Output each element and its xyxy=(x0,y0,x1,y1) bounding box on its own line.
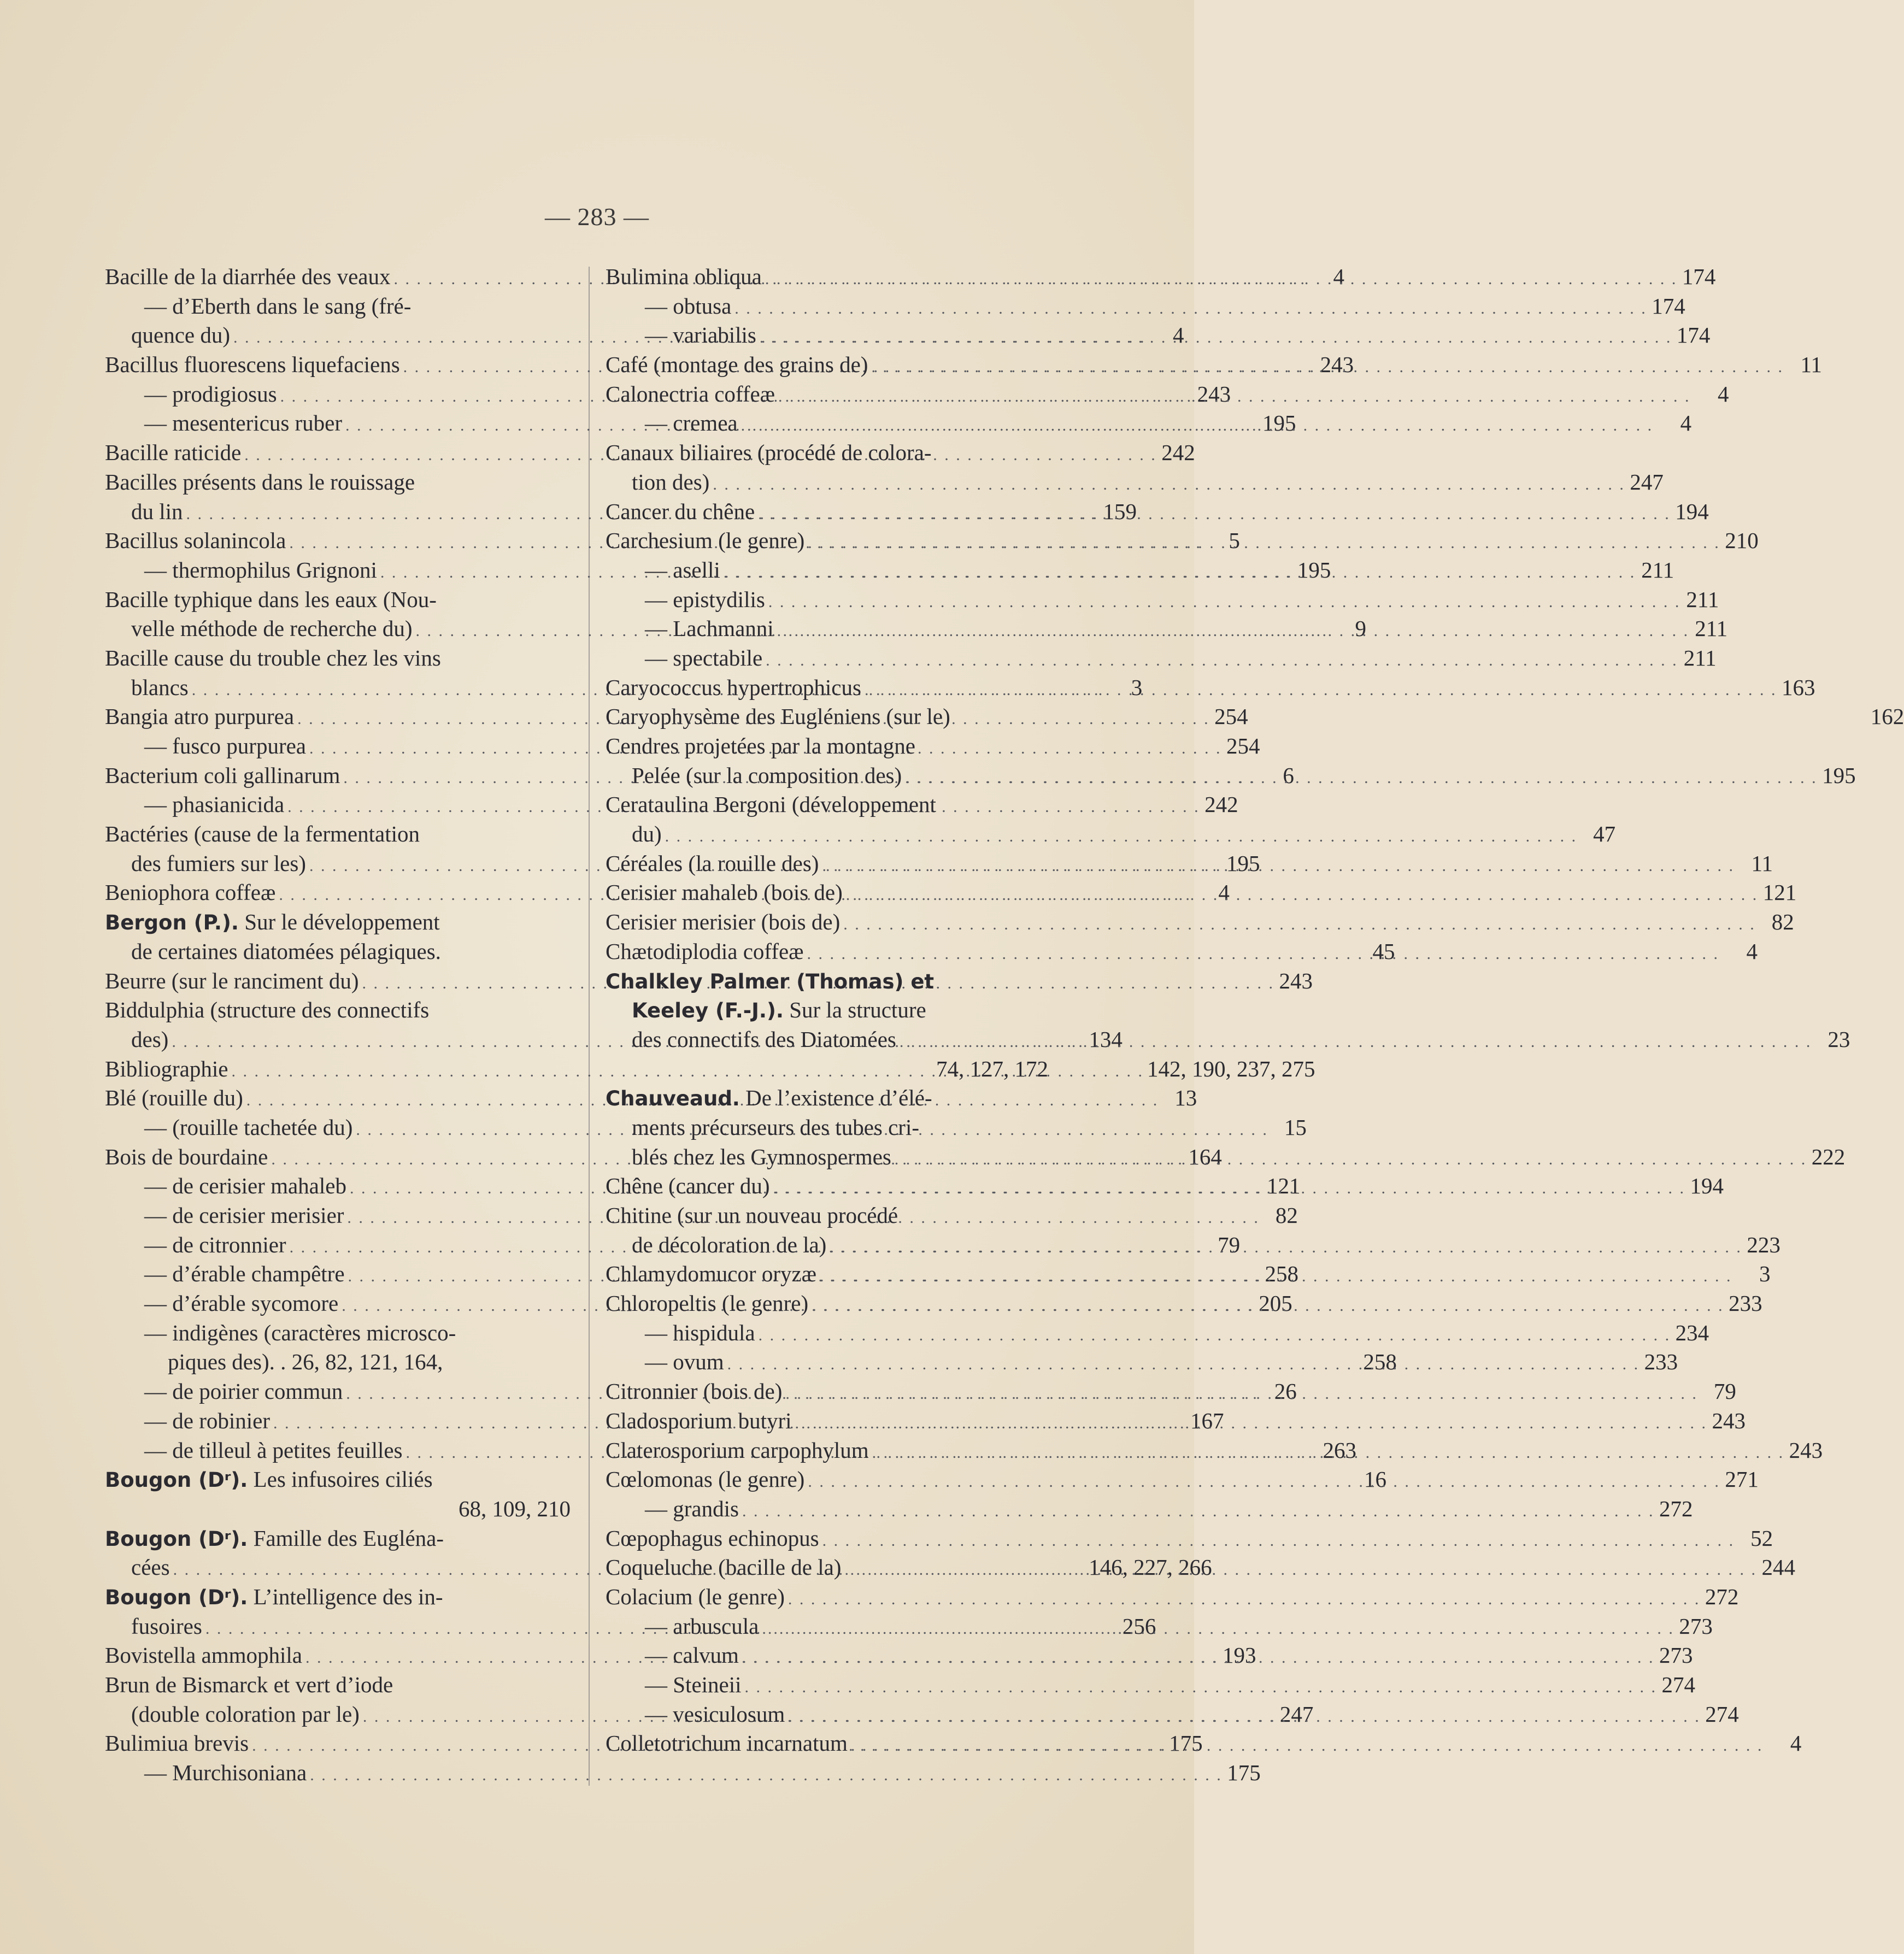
page-ref: 273 xyxy=(1659,1643,1693,1668)
index-subentry: — ovum . . . 233 xyxy=(606,1347,1048,1377)
index-entry: Canaux biliaires (procédé de colora- xyxy=(606,440,932,466)
page-ref: 13 xyxy=(1174,1085,1197,1111)
leader-dots xyxy=(822,851,1735,881)
leader-dots xyxy=(843,910,1756,939)
index-subentry: — prodigiosus . . . 243 xyxy=(105,380,571,409)
index-entry: Bacterium coli gallinarum . . . 6 xyxy=(105,761,571,791)
leader-dots xyxy=(788,1702,1701,1732)
leader-dots xyxy=(741,411,1654,440)
page-ref: 222 xyxy=(1811,1144,1846,1169)
leader-dots xyxy=(665,822,1578,851)
leader-dots xyxy=(807,939,1720,969)
index-subentry: — de robinier . . . 167 xyxy=(105,1406,571,1436)
author-name: Bougon (Dʳ). xyxy=(105,1527,248,1551)
index-entry: Claterosporium carpophylum . . . 243 xyxy=(606,1436,1048,1466)
page-ref: 3 xyxy=(1131,674,1143,700)
leader-dots xyxy=(785,1379,1698,1409)
leader-dots xyxy=(778,382,1691,411)
page-ref: 146, 227, 266 xyxy=(1089,1555,1212,1580)
page-ref: 15 xyxy=(1284,1114,1307,1140)
page-ref: 272 xyxy=(1705,1584,1739,1609)
index-entry: Céréales (la rouille des) . . . 11 xyxy=(606,849,1048,879)
page-ref: 45 xyxy=(1372,938,1395,964)
index-entry: Bacille typhique dans les eaux (Nou- xyxy=(105,586,437,612)
index-entry: Cerisier mahaleb (bois de) . . . 121 xyxy=(606,878,1048,908)
page-ref: 195 xyxy=(1822,762,1856,788)
index-subentry: — indigènes (caractères microsco- xyxy=(144,1320,456,1345)
page-ref: 242 xyxy=(1161,440,1195,466)
index-entry-continuation: ments précurseurs des tubes cri- xyxy=(632,1114,919,1140)
page-ref: 233 xyxy=(1644,1349,1678,1375)
page-ref: 274 xyxy=(1661,1672,1696,1697)
page-ref: 211 xyxy=(1683,645,1717,670)
index-entry-author: Bergon (P.). Sur le développement xyxy=(105,909,440,935)
index-subentry: — de poirier commun . . . 26 xyxy=(105,1377,571,1406)
page-ref: 162 xyxy=(1870,704,1904,729)
page-ref: 256 xyxy=(1122,1613,1156,1639)
page-ref: 167 xyxy=(1190,1408,1224,1433)
index-entry-continuation: Pelée (sur la composition des) . . . 195 xyxy=(606,761,1048,791)
index-entry-continuation: (double coloration par le) . . . 247 xyxy=(105,1700,571,1729)
page-ref: 211 xyxy=(1641,557,1674,582)
index-entry: Bibliographie . . . 142, 190, 237, 275 xyxy=(105,1055,571,1084)
index-entry: Cladosporium butyri . . . 243 xyxy=(606,1406,1048,1436)
leader-dots xyxy=(808,528,1720,558)
index-entry-continuation: des connectifs des Diatomées . . . 23 xyxy=(606,1025,1048,1055)
page-ref: 9 xyxy=(1355,616,1367,641)
leader-dots xyxy=(742,1643,1655,1673)
index-entry-continuation: blés chez les Gymnospermes . . . 222 xyxy=(606,1143,1048,1172)
index-entry-continuation: blancs . . . 3 xyxy=(105,673,571,703)
index-entry-continuation: quence du) . . . 4 xyxy=(105,321,571,350)
page-ref: 211 xyxy=(1695,616,1728,641)
index-entry: Colacium (le genre) . . . 272 xyxy=(606,1582,1048,1612)
page-ref: 164 xyxy=(1188,1144,1222,1169)
page-ref: 194 xyxy=(1690,1173,1724,1199)
index-entry: Bulimiua brevis . . . 175 xyxy=(105,1729,571,1758)
index-subentry: — de citronnier . . . 79 xyxy=(105,1231,571,1260)
page-ref: 247 xyxy=(1279,1701,1314,1727)
index-entry: Bacilles présents dans le rouissage xyxy=(105,469,415,495)
index-subentry: — arbuscula . . . 273 xyxy=(606,1612,1048,1641)
index-subentry: — cremea . . . 4 xyxy=(606,409,1048,438)
page-ref: 47 xyxy=(1593,821,1616,847)
page-ref: 271 xyxy=(1725,1467,1759,1492)
page-ref: 16 xyxy=(1364,1467,1387,1492)
leader-dots xyxy=(734,294,1647,323)
leader-dots xyxy=(773,1174,1686,1203)
page-ref: 254 xyxy=(1226,733,1260,758)
leader-dots xyxy=(759,1321,1671,1350)
index-entry: Café (montage des grains de) . . . 11 xyxy=(606,350,1048,380)
page-ref: 11 xyxy=(1751,850,1773,876)
page-ref: 243 xyxy=(1712,1408,1746,1433)
index-entry: Cerataulina Bergoni (développement xyxy=(606,792,936,817)
page-ref: 5 xyxy=(1229,528,1240,554)
index-entry-author: Bougon (Dʳ). L’intelligence des in- xyxy=(105,1584,443,1609)
page-ref: 175 xyxy=(1169,1731,1203,1756)
index-subentry: — epistydilis . . . 211 xyxy=(606,585,1048,615)
author-name: Keeley (F.-J.). xyxy=(632,999,784,1023)
leader-dots xyxy=(851,1731,1764,1761)
index-entry: Beurre (sur le ranciment du) . . . 243 xyxy=(105,967,571,996)
index-entry: Blé (rouille du) . . . 13 xyxy=(105,1084,571,1113)
index-entry: Bacille de la diarrhée des veaux . . . 4 xyxy=(105,262,571,292)
page-ref: 205 xyxy=(1259,1291,1292,1316)
index-subentry: — fusco purpurea . . . 254 xyxy=(105,732,571,761)
index-entry: Bovistella ammophila . . . 193 xyxy=(105,1641,571,1670)
author-name: Chalkley Palmer (Thomas) et xyxy=(606,969,935,993)
page-ref: 195 xyxy=(1262,410,1296,436)
index-entry: Bacille raticide . . . 242 xyxy=(105,438,571,468)
index-entry: — d’Eberth dans le sang (fré- xyxy=(144,293,412,319)
leader-dots xyxy=(788,1585,1701,1614)
index-entry: Coqueluche (bacille de la) . . . 244 xyxy=(606,1553,1048,1582)
page-ref: 174 xyxy=(1676,322,1711,348)
index-entry-continuation: piques des). . 26, 82, 121, 164, 258 xyxy=(105,1347,571,1377)
index-entry: Cendres projetées par la montagne xyxy=(606,733,915,758)
leader-dots xyxy=(865,675,1777,705)
index-entry: Bulimina obliqua . . . 174 xyxy=(606,262,1048,292)
page-ref: 274 xyxy=(1705,1701,1739,1727)
leader-dots xyxy=(820,1262,1732,1291)
index-entry: Caryophysème des Eugléniens (sur le) 162 xyxy=(606,702,1048,732)
page-ref: 247 xyxy=(1630,469,1664,495)
index-entry: Bois de bourdaine . . . 164 xyxy=(105,1143,571,1172)
index-entry: Chlamydomucor oryzæ . . . 3 xyxy=(606,1259,1048,1289)
index-subentry: — d’érable champêtre . . . 258 xyxy=(105,1259,571,1289)
index-entry-author xyxy=(606,967,1048,996)
index-entry: Cancer du chêne . . . 194 xyxy=(606,497,1048,527)
index-entry-continuation: cées . . . 146, 227, 266 xyxy=(105,1553,571,1582)
page-ref: 243 xyxy=(1320,352,1354,378)
index-subentry: — de cerisier mahaleb . . . 121 xyxy=(105,1172,571,1201)
page-ref: 243 xyxy=(1789,1437,1823,1463)
leader-dots xyxy=(745,1673,1658,1702)
page-refs-continuation: 68, 109, 210 xyxy=(459,1496,571,1521)
page-ref: 4 xyxy=(1333,264,1344,289)
index-entry-continuation: de certaines diatomées pélagiques. 45 xyxy=(105,937,571,967)
author-name: Bergon (P.). xyxy=(105,911,239,935)
page-ref: 244 xyxy=(1761,1555,1795,1580)
page-ref: 82 xyxy=(1771,909,1794,935)
page-ref: 82 xyxy=(1275,1203,1298,1228)
index-entry: Cœlomonas (le genre) . . . 271 xyxy=(606,1465,1048,1494)
index-entry: Calonectria coffeæ . . . 4 xyxy=(606,380,1048,409)
page-ref: 52 xyxy=(1750,1525,1773,1551)
index-subentry: — spectabile . . . 211 xyxy=(606,644,1048,673)
leader-dots xyxy=(713,470,1625,499)
page-ref: 121 xyxy=(1762,880,1797,905)
index-entry: Bangia atro purpurea . . . 254 xyxy=(105,702,571,732)
index-entry-continuation: des fumiers sur les) . . . 195 xyxy=(105,849,571,879)
index-subentry: — obtusa . . . 174 xyxy=(606,292,1048,321)
page-ref: 174 xyxy=(1682,264,1716,289)
page-ref: 258 xyxy=(1363,1349,1397,1375)
index-entry: Cœpophagus echinopus . . . 52 xyxy=(606,1524,1048,1553)
leader-dots xyxy=(795,1409,1708,1438)
leader-dots xyxy=(762,1614,1674,1644)
leader-dots xyxy=(895,1145,1807,1174)
leader-dots xyxy=(760,323,1672,352)
leader-dots xyxy=(812,1291,1724,1321)
index-subentry: — de tilleul à petites feuilles . . . 263 xyxy=(105,1436,571,1466)
index-subentry: — mesentericus ruber . . . 195 xyxy=(105,409,571,438)
page-ref: 193 xyxy=(1222,1643,1256,1668)
leader-dots xyxy=(872,1438,1785,1468)
index-entry-continuation: fusoires . . . 256 xyxy=(105,1612,571,1641)
page-ref: 258 xyxy=(1265,1261,1299,1287)
index-entry-continuation: du lin . . . 159 xyxy=(105,497,571,527)
leader-dots xyxy=(724,558,1636,587)
leader-dots xyxy=(822,1526,1735,1556)
page-ref: 243 xyxy=(1279,968,1313,993)
page-ref: 233 xyxy=(1729,1291,1762,1316)
index-entry: Carchesium (le genre) . . . 210 xyxy=(606,526,1048,556)
leader-dots xyxy=(742,1497,1655,1526)
page-refs-continuation: 74, 127, 172 xyxy=(936,1056,1048,1081)
leader-dots xyxy=(766,646,1678,675)
index-entry: Bacille cause du trouble chez les vins xyxy=(105,645,441,670)
page-ref: 4 xyxy=(1173,322,1184,348)
index-entry-author: Bougon (Dʳ). Famille des Eugléna- xyxy=(105,1525,444,1551)
index-entry-author: Chauveaud. De l’existence d’élé- xyxy=(606,1085,932,1111)
page-ref: 174 xyxy=(1652,293,1685,319)
page-ref: 26 xyxy=(1274,1379,1297,1404)
page-ref: 263 xyxy=(1323,1437,1357,1463)
index-entry: Chêne (cancer du) . . . 194 xyxy=(606,1172,1048,1201)
page-ref: 195 xyxy=(1226,850,1260,876)
page-ref: 11 xyxy=(1800,352,1822,378)
page-ref: 254 xyxy=(1214,704,1248,729)
page-ref: 273 xyxy=(1679,1613,1713,1639)
index-entry: Bactéries (cause de la fermentation xyxy=(105,821,420,847)
page-ref: 142, 190, 237, 275 xyxy=(1147,1056,1315,1081)
page-number: — 283 — xyxy=(545,203,649,231)
index-entry: Brun de Bismarck et vert d’iode xyxy=(105,1672,393,1697)
index-entry-continuation: du) . . . 47 xyxy=(606,820,1048,849)
leader-dots xyxy=(844,1555,1757,1585)
page-ref: 6 xyxy=(1283,762,1294,788)
index-subentry: — vesiculosum . . . 274 xyxy=(606,1700,1048,1729)
page-ref: 79 xyxy=(1713,1379,1736,1404)
leader-dots xyxy=(765,264,1678,294)
leader-dots xyxy=(808,1467,1720,1497)
page-ref: 79 xyxy=(1218,1232,1241,1257)
index-subentry: — thermophilus Grignoni . . . 195 xyxy=(105,556,571,585)
page-ref: 4 xyxy=(1718,381,1729,407)
leader-dots xyxy=(905,763,1818,793)
leader-dots xyxy=(900,1027,1812,1057)
index-entry: Colletotrichum incarnatum . . . 4 xyxy=(606,1729,1048,1758)
page-ref: 23 xyxy=(1827,1026,1850,1052)
page-ref: 3 xyxy=(1759,1261,1771,1287)
index-entry: Bacillus solanincola . . . 5 xyxy=(105,526,571,556)
index-entry: Cerisier merisier (bois de) . . . 82 xyxy=(606,908,1048,937)
index-entry-author: Bougon (Dʳ). Les infusoires ciliés 16 xyxy=(105,1465,571,1494)
page-ref: 121 xyxy=(1266,1173,1301,1199)
author-name: Bougon (Dʳ). xyxy=(105,1468,248,1492)
page-ref: 4 xyxy=(1680,410,1692,436)
page-ref: 194 xyxy=(1675,498,1709,524)
index-subentry: — aselli . . . 211 xyxy=(606,556,1048,585)
page-ref: 4 xyxy=(1218,880,1230,905)
index-subentry: — calvum . . . 273 xyxy=(606,1641,1048,1670)
page-ref: 163 xyxy=(1781,674,1815,700)
author-name: Bougon (Dʳ). xyxy=(105,1585,248,1609)
page-ref: 134 xyxy=(1089,1026,1123,1052)
index-entry-continuation: de décoloration de la) . . . 223 xyxy=(606,1231,1048,1260)
leader-dots xyxy=(871,352,1784,382)
index-entry-continuation: velle méthode de recherche du) . . . 9 xyxy=(105,614,571,644)
page-ref: 223 xyxy=(1747,1232,1780,1257)
index-entry: Chitine (sur un nouveau procédé xyxy=(606,1203,898,1228)
index-entry: Biddulphia (structure des connectifs xyxy=(105,997,430,1023)
page-ref: 4 xyxy=(1790,1731,1802,1756)
page-ref: 159 xyxy=(1103,498,1137,524)
page-ref: 195 xyxy=(1297,557,1331,582)
index-subentry: — de cerisier merisier . . . 82 xyxy=(105,1201,571,1231)
index-entry: Citronnier (bois de) . . . 79 xyxy=(606,1377,1048,1406)
index-entry-continuation: tion des) . . . 247 xyxy=(606,468,1048,497)
leader-dots xyxy=(727,1350,1640,1379)
page-ref: 272 xyxy=(1659,1496,1693,1521)
index-subentry: — d’érable sycomore . . . 205 xyxy=(105,1289,571,1319)
page-ref: 242 xyxy=(1204,792,1238,817)
index-subentry: — variabilis . . . 174 xyxy=(606,321,1048,350)
index-entry-continuation: des) . . . 134 xyxy=(105,1025,571,1055)
leader-dots xyxy=(758,499,1671,529)
index-entry: Caryococcus hypertrophicus . . . 163 xyxy=(606,673,1048,703)
page-ref: 4 xyxy=(1746,938,1758,964)
leader-dots xyxy=(777,616,1690,646)
index-subentry: — phasianicida . . . 242 xyxy=(105,790,571,820)
index-subentry: — grandis . . . 272 xyxy=(606,1494,1048,1524)
index-subentry: — Murchisoniana . . . 175 xyxy=(105,1758,571,1788)
index-subentry: — hispidula . . . 234 xyxy=(606,1319,1048,1348)
index-subentry: — (rouille tachetée du) . . . 15 xyxy=(105,1113,571,1143)
index-entry: Beniophora coffeæ . . . 4 xyxy=(105,878,571,908)
index-entry: Bacillus fluorescens liquefaciens . . . 243 xyxy=(105,350,571,380)
index-subentry: — Lachmanni . . . 211 xyxy=(606,614,1048,644)
index-subentry: — Steineii . . . 274 xyxy=(606,1670,1048,1700)
index-entry: Chætodiplodia coffeæ . . . 4 xyxy=(606,937,1048,967)
leader-dots xyxy=(846,880,1759,910)
leader-dots xyxy=(310,1761,1223,1790)
index-entry: Chloropeltis (le genre) . . . 233 xyxy=(606,1289,1048,1319)
author-name: Chauveaud. xyxy=(606,1087,740,1111)
index-entry-author: Keeley (F.-J.). Sur la structure xyxy=(632,997,926,1023)
leader-dots xyxy=(830,1233,1742,1262)
leader-dots xyxy=(768,587,1681,617)
page-ref: 210 xyxy=(1725,528,1759,554)
page-ref: 175 xyxy=(1227,1760,1261,1786)
page-ref: 211 xyxy=(1686,586,1719,612)
page-ref: 243 xyxy=(1197,381,1231,407)
page-ref: 234 xyxy=(1675,1320,1709,1345)
